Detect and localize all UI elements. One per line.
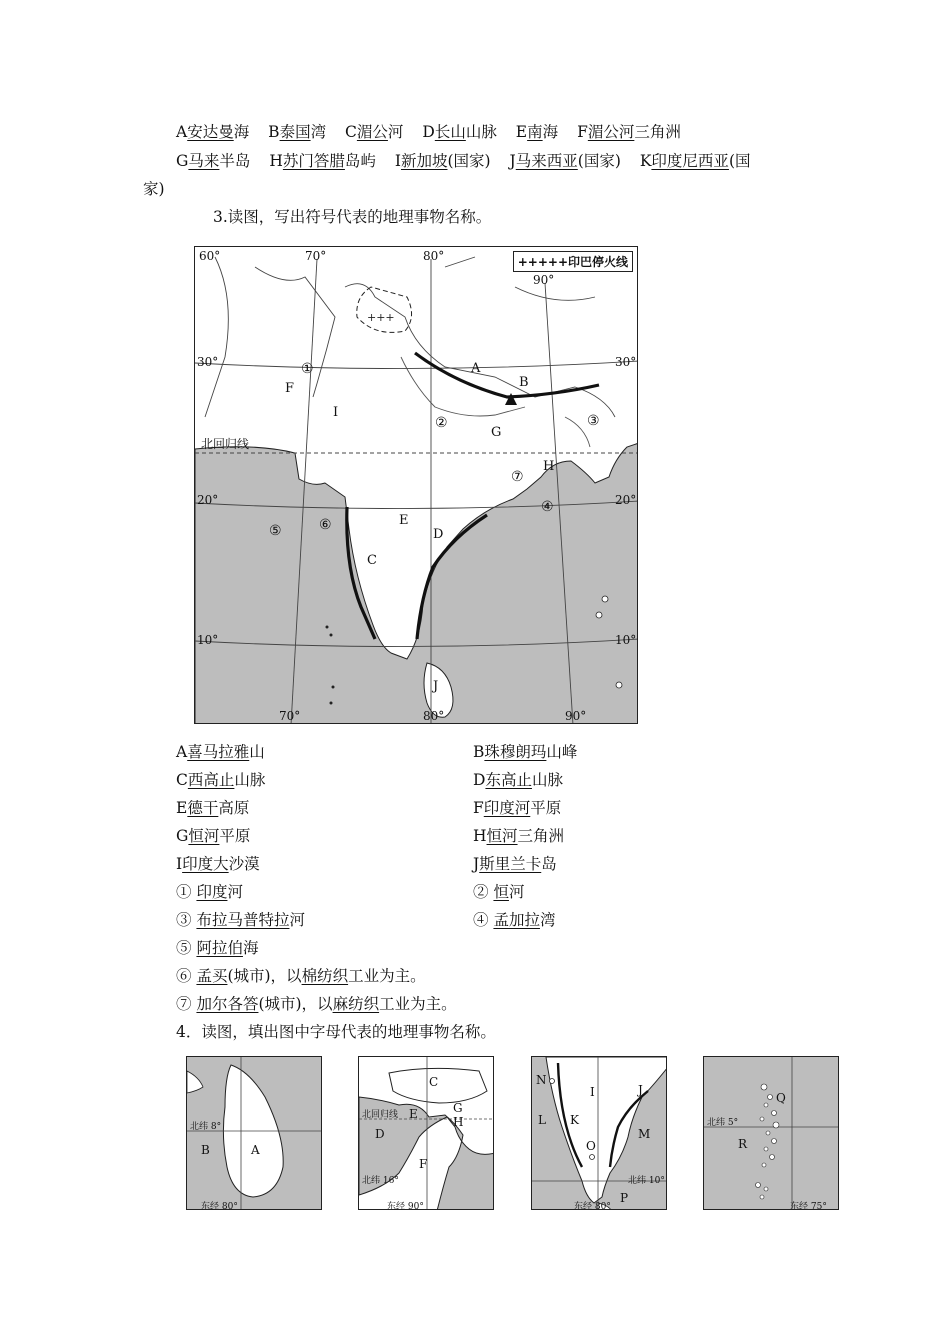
- map4-label-R: R: [738, 1137, 748, 1151]
- q3-answer-F: F印度河平原: [473, 799, 562, 817]
- bengal-map: [358, 1056, 494, 1210]
- map-num-1: ①: [301, 361, 314, 377]
- map2-lat: 北纬 16°: [362, 1176, 399, 1186]
- map-label-J: J: [433, 679, 439, 694]
- map-label-I: I: [333, 405, 339, 420]
- q3-answer-I: I印度大沙漠: [176, 855, 260, 873]
- lon-label-70-top: 70°: [305, 249, 327, 263]
- map4-label-Q: Q: [776, 1091, 786, 1105]
- map-label-F: F: [285, 381, 295, 396]
- sri-lanka-map: [186, 1056, 322, 1210]
- maldives-map: [703, 1056, 839, 1210]
- map2-lon: 东经 90°: [387, 1202, 424, 1210]
- q3-answer-2: ② 恒河: [473, 883, 525, 901]
- map-label-D: D: [433, 527, 444, 542]
- map-num-4: ④: [541, 499, 554, 515]
- map-label-B: B: [519, 375, 529, 390]
- lat-label-30-left: 30°: [197, 355, 219, 369]
- q3-answer-D: D东高止山脉: [473, 771, 563, 789]
- map-label-E: E: [399, 513, 409, 528]
- map3-label-I: I: [590, 1085, 595, 1099]
- q4-title: 4．读图，填出图中字母代表的地理事物名称。: [176, 1023, 496, 1041]
- south-asia-map: [194, 246, 638, 724]
- map-label-A: A: [471, 361, 481, 376]
- q3-answer-5: ⑤ 阿拉伯海: [176, 939, 259, 957]
- map2-label-D: D: [375, 1127, 385, 1141]
- q3-answer-B: B珠穆朗玛山峰: [473, 743, 578, 761]
- q3-answer-G: G恒河平原: [176, 827, 251, 845]
- map1-lon: 东经 80°: [201, 1202, 238, 1210]
- q3-answer-E: E德干高原: [176, 799, 250, 817]
- svg-text:+++: +++: [367, 311, 395, 324]
- map3-label-O: O: [586, 1139, 596, 1153]
- q3-answer-3: ③ 布拉马普特拉河: [176, 911, 305, 929]
- map-label-G: G: [491, 425, 502, 440]
- map-num-3: ③: [587, 413, 600, 429]
- lon-label-80-bottom: 80°: [423, 709, 445, 723]
- q2-line-1: A安达曼海 B泰国湾 C湄公河 D长山山脉 E南海 F湄公河三角洲: [176, 123, 681, 141]
- lat-label-10-left: 10°: [197, 633, 219, 647]
- map3-lat: 北纬 10°: [628, 1176, 665, 1186]
- map1-lat: 北纬 8°: [190, 1122, 222, 1132]
- q3-answer-C: C西高止山脉: [176, 771, 266, 789]
- q3-answer-J: J斯里兰卡岛: [473, 855, 557, 873]
- map-label-C: C: [367, 553, 377, 568]
- map3-label-P: P: [620, 1191, 629, 1205]
- map3-label-J: J: [638, 1083, 643, 1097]
- q3-answer-1: ① 印度河: [176, 883, 243, 901]
- deccan-map: [531, 1056, 667, 1210]
- map4-lat: 北纬 5°: [707, 1118, 739, 1128]
- lat-label-20-left: 20°: [197, 493, 219, 507]
- q3-answer-4: ④ 孟加拉湾: [473, 911, 556, 929]
- map2-label-E: E: [409, 1107, 418, 1121]
- map3-label-L: L: [538, 1113, 546, 1127]
- map2-label-G: G: [453, 1101, 463, 1115]
- map-num-6: ⑥: [319, 517, 332, 533]
- q3-answer-A: A喜马拉雅山: [176, 743, 265, 761]
- lon-label-90-top: 90°: [533, 273, 555, 287]
- map2-label-H: H: [453, 1115, 464, 1129]
- map-num-7: ⑦: [511, 469, 524, 485]
- lon-label-90-bottom: 90°: [565, 709, 587, 723]
- lon-label-80-top: 80°: [423, 249, 445, 263]
- map2-tropic: 北回归线: [362, 1110, 399, 1120]
- q2-line-2: G马来半岛 H苏门答腊岛屿 I新加坡(国家) J马来西亚(国家) K印度尼西亚(国: [176, 152, 751, 170]
- tropic-label: 北回归线: [201, 437, 250, 451]
- map3-label-M: M: [638, 1127, 651, 1141]
- map3-label-K: K: [570, 1113, 579, 1127]
- map-num-2: ②: [435, 415, 448, 431]
- q3-answer-H: H恒河三角洲: [473, 827, 565, 845]
- q3-answer-7: ⑦ 加尔各答(城市)，以麻纺织工业为主。: [176, 995, 457, 1013]
- map1-label-B: B: [201, 1143, 210, 1157]
- lon-label-60: 60°: [199, 249, 221, 263]
- map-label-H: H: [543, 459, 555, 474]
- lat-label-20-right: 20°: [615, 493, 637, 507]
- map2-label-C: C: [429, 1075, 439, 1089]
- q3-title: 3.读图，写出符号代表的地理事物名称。: [213, 208, 492, 226]
- map1-label-A: A: [251, 1143, 260, 1157]
- map4-lon: 东经 75°: [790, 1202, 827, 1210]
- lat-label-30-right: 30°: [615, 355, 637, 369]
- map2-label-F: F: [419, 1157, 428, 1171]
- map3-label-N: N: [536, 1073, 547, 1087]
- map-num-5: ⑤: [269, 523, 282, 539]
- ceasefire-legend: +++++印巴停火线: [513, 251, 633, 272]
- lat-label-10-right: 10°: [615, 633, 637, 647]
- map3-lon: 东经 80°: [574, 1202, 611, 1210]
- q2-line-3: 家): [143, 180, 165, 198]
- lon-label-70-bottom: 70°: [279, 709, 301, 723]
- q3-answer-6: ⑥ 孟买(城市)，以棉纺织工业为主。: [176, 967, 426, 985]
